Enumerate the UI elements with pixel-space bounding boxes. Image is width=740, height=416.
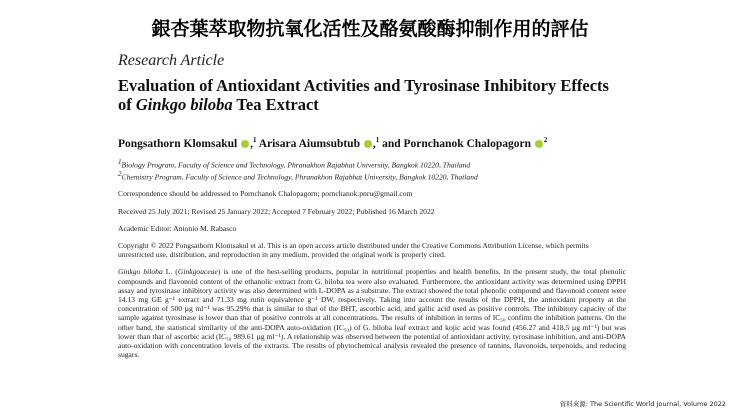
abstract-species: Ginkgo biloba bbox=[118, 267, 163, 277]
abstract-family: Ginkgoaceae bbox=[177, 267, 218, 277]
paper-title-species: Ginkgo biloba bbox=[135, 95, 233, 114]
article-dates: Received 25 July 2021; Revised 25 January 2022; Accepted 7 February 2022; Published 16 March 2022 bbox=[118, 206, 435, 216]
author-list bbox=[118, 136, 626, 150]
affiliation-text: Chemistry Program, Faculty of Science and Technology, Phranakhon Rajabhat University, Bangkok 10220, Thailand bbox=[121, 172, 478, 182]
author-name: Pongsathorn Klomsakul bbox=[118, 137, 238, 150]
paper-title-part2: Tea Extract bbox=[232, 95, 319, 114]
author-affiliation-marker: 1 bbox=[252, 136, 257, 144]
affiliation-text: Biology Program, Faculty of Science and Technology, Phranakhon Rajabhat University, Bangkok 10220, Thailand bbox=[121, 160, 471, 170]
affiliation-2 bbox=[118, 170, 626, 182]
paper-title bbox=[118, 76, 626, 114]
affiliation-1 bbox=[118, 158, 626, 170]
orcid-icon[interactable] bbox=[535, 140, 543, 148]
affiliation-number: 2 bbox=[118, 169, 122, 178]
slide-title: 銀杏葉萃取物抗氧化活性及酪氨酸酶抑制作用的評估 bbox=[151, 18, 589, 40]
source-citation: 資料來源: The Scientific World Journal, Volume 2022 bbox=[559, 400, 726, 408]
orcid-icon[interactable] bbox=[364, 140, 372, 148]
paper-title-part1: Evaluation of Antioxidant Activities and Tyrosinase Inhibitory Effects of bbox=[118, 76, 609, 114]
abstract-text: is one of the best-selling products, popular in nutritional properties and health benefits. In the present study, the total phenolic compounds and flavonoid content of the ethanolic extract from G. biloba tea were also evaluated. Furthermore, the antioxidant activity was determined using DPPH assay and tyrosinase inhibitory activity was also determined with L-DOPA as a substrate. The extract showed the total phenolic compound and flavonoid content were 14.13 mg GE g⁻¹ extract and 71.33 mg rutin equivalence g⁻¹ DW, respectively. Taking into account the results of the DPPH, the antioxidant property at the concentration of 500 µg ml⁻¹ was 95.29% that is similar to that of the BHT, ascorbic acid, and gallic acid used as positive controls. The inhibitory capacity of the sample against tyrosinase is lower than that of positive controls at all concentrations. The results of inhibition in terms of IC₅₀ confirm the inhibition patterns. On the other hand, the statistical similarity of the anti-DOPA auto-oxidation (IC₅₀) of G. biloba leaf extract and kojic acid was found (456.27 and 418.5 µg ml⁻¹) but was lower than that of ascorbic acid (IC₅₀ 989.61 µg ml⁻¹). A relationship was observed between the potential of antioxidant activity, tyrosinase inhibition, and anti-DOPA auto-oxidation with concentration levels of the extracts. The results of phytochemical analysis revealed the presence of tannins, flavonoids, terpenoids, and reducing sugars. bbox=[118, 267, 626, 360]
article-type: Research Article bbox=[118, 52, 225, 69]
orcid-icon[interactable] bbox=[241, 140, 249, 148]
author-name: Arisara Aiumsubtub bbox=[258, 137, 360, 150]
author-separator: , bbox=[372, 137, 376, 150]
author-separator: , bbox=[250, 137, 253, 150]
author-affiliation-marker: 1 bbox=[375, 136, 380, 144]
author-name: and Pornchanok Chalopagorn bbox=[382, 137, 532, 150]
affiliation-number: 1 bbox=[118, 157, 122, 166]
affiliations bbox=[118, 158, 626, 181]
correspondence: Correspondence should be addressed to Pornchanok Chalopagorn; pornchanok.pnru@gmail.com bbox=[118, 189, 413, 199]
abstract: Ginkgo biloba L. (Ginkgoaceae) is one of the best-selling products, popular in nutritional properties and health benefits. In the present study, the total phenolic compounds and flavonoid content of the ethanolic extract from G. biloba tea were also evaluated. Furthermore, the antioxidant activity was determined using DPPH assay and tyrosinase inhibitory activity was also determined with L-DOPA as a substrate. The extract showed the total phenolic compound and flavonoid content were 14.13 mg GE g⁻¹ extract and 71.33 mg rutin equivalence g⁻¹ DW, respectively. Taking into account the results of the DPPH, the antioxidant property at the concentration of 500 µg ml⁻¹ was 95.29% that is similar to that of the BHT, ascorbic acid, and gallic acid used as positive controls. The inhibitory capacity of the sample against tyrosinase is lower than that of positive controls at all concentrations. The results of inhibition in terms of IC₅₀ confirm the inhibition patterns. On the other hand, the statistical similarity of the anti-DOPA auto-oxidation (IC₅₀) of G. biloba leaf extract and kojic acid was found (456.27 and 418.5 µg ml⁻¹) but was lower than that of ascorbic acid (IC₅₀ 989.61 µg ml⁻¹). A relationship was observed between the potential of antioxidant activity, tyrosinase inhibition, and anti-DOPA auto-oxidation with concentration levels of the extracts. The results of phytochemical analysis revealed the presence of tannins, flavonoids, terpenoids, and reducing sugars. bbox=[118, 267, 626, 360]
author-affiliation-marker: 2 bbox=[543, 136, 548, 144]
academic-editor: Academic Editor: Antonio M. Rabasco bbox=[118, 223, 237, 233]
paper-excerpt bbox=[118, 52, 626, 359]
copyright-notice: Copyright © 2022 Pongsathorn Klomsakul et al. This is an open access article distributed under the Creative Commons Attribution License, which permits unrestricted use, distribution, and reproduction in any medium, provided the original work is properly cited. bbox=[118, 240, 589, 260]
